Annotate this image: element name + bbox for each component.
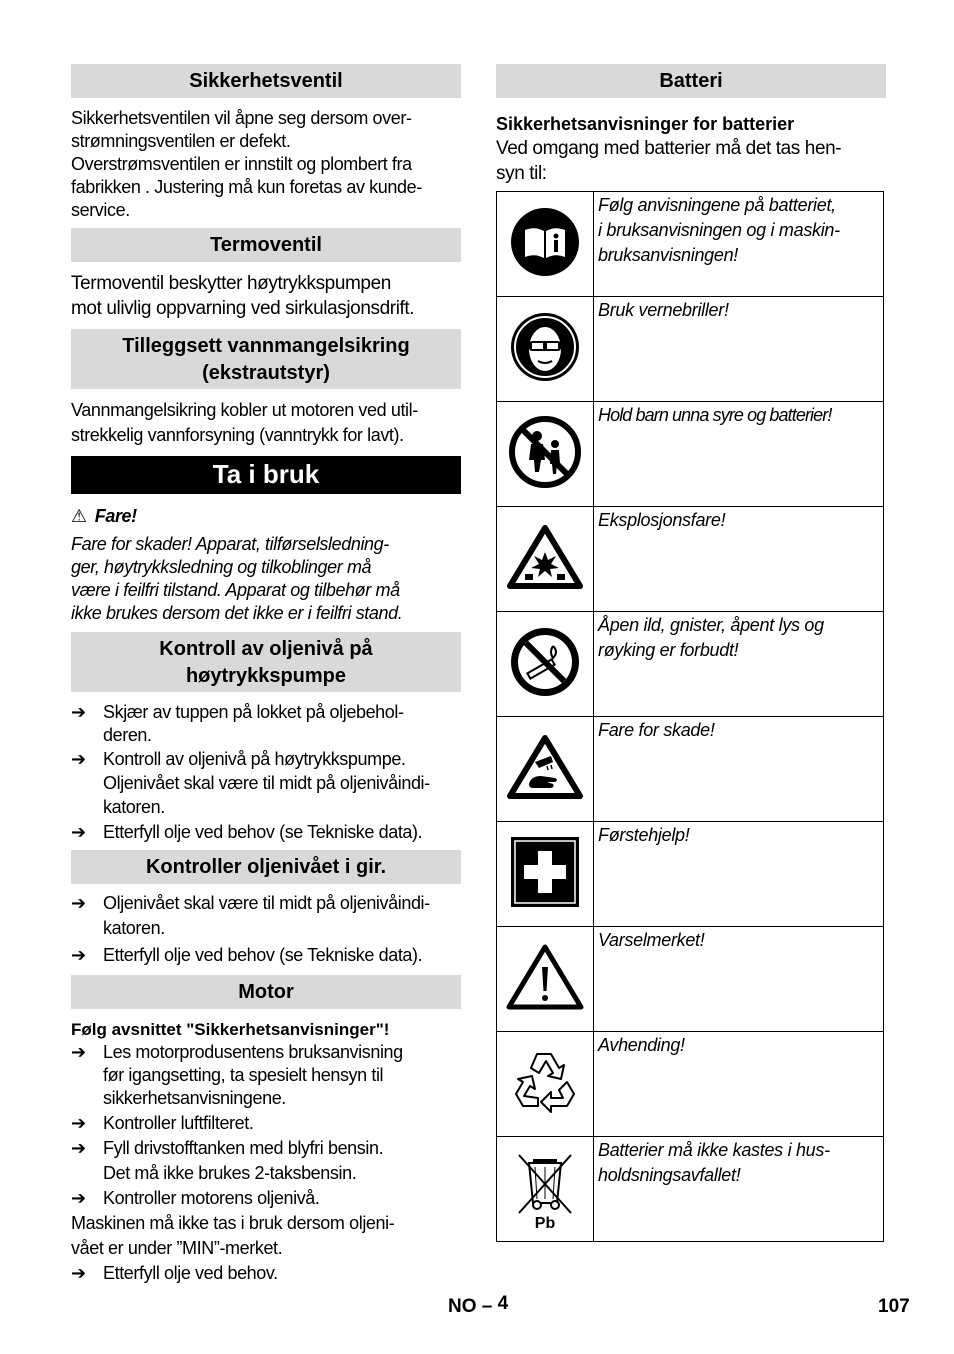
text-line: Oljenivået skal være til midt på oljenivåindi- (103, 893, 430, 913)
no-fire-icon (509, 626, 581, 698)
right-column (496, 64, 886, 1242)
icon-cell (497, 1137, 594, 1242)
text-line: Maskinen må ikke tas i bruk dersom oljeni- (71, 1213, 395, 1233)
text-line: Les motorprodusentens bruksanvisning (103, 1042, 403, 1062)
list-item (71, 1041, 461, 1110)
footer-lang (448, 1293, 509, 1318)
symbol-text (594, 507, 884, 612)
list-item (71, 1110, 461, 1136)
text-line: Fyll drivstofftanken med blyfri bensin. (103, 1138, 384, 1158)
arrow-icon: ➔ (71, 1138, 86, 1158)
goggles-icon (509, 311, 581, 383)
list-item (71, 701, 461, 747)
page-number: 107 (878, 1296, 910, 1317)
text-line: service. (71, 200, 130, 220)
arrow-icon: ➔ (71, 1113, 86, 1133)
left-column (71, 64, 461, 1286)
text-line: Fare for skade! (598, 720, 715, 740)
table-row (497, 402, 884, 507)
heading-line: Tilleggsett vannmangelsikring (122, 335, 410, 357)
symbol-text (594, 927, 884, 1032)
symbol-text (594, 192, 884, 297)
text-line: ger, høytrykksledning og tilkoblinger må (71, 557, 372, 577)
text-line: Det må ikke brukes 2-taksbensin. (103, 1163, 357, 1183)
text-line: Fare for skader! Apparat, tilførselsledning- (71, 534, 389, 554)
arrow-icon: ➔ (71, 749, 86, 769)
text-line: Førstehjelp! (598, 825, 690, 845)
arrow-icon: ➔ (71, 702, 86, 722)
warning-triangle-icon: ⚠ (71, 506, 87, 526)
text-line: strømningsventilen er defekt. (71, 131, 291, 151)
arrow-icon: ➔ (71, 822, 86, 842)
text-line: røyking er forbudt! (598, 640, 739, 660)
text-line: Kontroll av oljenivå på høytrykkspumpe. (103, 749, 406, 769)
battery-subheading: Sikkerhetsanvisninger for batterier (496, 114, 795, 134)
heading-sikkerhetsventil: Sikkerhetsventil (71, 64, 461, 98)
heading-kontroller-gir: Kontroller oljenivået i gir. (71, 850, 461, 884)
list-item (71, 891, 461, 941)
section-title-ta-i-bruk: Ta i bruk (71, 456, 461, 494)
footer-dash: – (481, 1296, 493, 1317)
text-line: ikke brukes dersom det ikke er i feilfri stand. (71, 603, 403, 623)
symbol-text (594, 822, 884, 927)
text-line: Varselmerket! (598, 930, 705, 950)
symbol-text (594, 402, 884, 507)
table-row (497, 1137, 884, 1242)
text-line: Vannmangelsikring kobler ut motoren ved util- (71, 400, 418, 420)
heading-line: Kontroll av oljenivå på (159, 638, 373, 660)
explosion-icon (507, 524, 583, 590)
text-line: Hold barn unna syre og batterier! (598, 405, 832, 425)
symbol-text (594, 717, 884, 822)
text-line: Termoventil beskytter høytrykkspumpen (71, 273, 391, 294)
fare-label-row (71, 505, 461, 528)
text-line: før igangsetting, ta spesielt hensyn til (103, 1065, 384, 1085)
heading-termoventil: Termoventil (71, 228, 461, 262)
text-line: Sikkerhetsventilen vil åpne seg dersom over- (71, 108, 412, 128)
text-line: Etterfyll olje ved behov (se Tekniske data). (103, 822, 423, 842)
text-line: i bruksanvisningen og i maskin- (598, 220, 840, 240)
text-line: deren. (103, 725, 152, 745)
heading-line: høytrykkspumpe (185, 665, 347, 687)
table-row (497, 297, 884, 402)
icon-cell (497, 822, 594, 927)
fare-label: Fare! (94, 506, 137, 526)
text-line: Etterfyll olje ved behov. (103, 1263, 278, 1283)
list-item (71, 1136, 461, 1186)
motor-safety-note: Følg avsnittet "Sikkerhetsanvisninger"! (71, 1020, 390, 1039)
icon-cell (497, 507, 594, 612)
crossed-bin-icon (513, 1153, 577, 1215)
footer-local-page: 4 (497, 1293, 509, 1314)
text-line: katoren. (103, 918, 165, 938)
table-row (497, 1032, 884, 1137)
icon-cell (497, 1032, 594, 1137)
text-line: Batterier må ikke kastes i hus- (598, 1140, 830, 1160)
table-row (497, 507, 884, 612)
list-item (71, 747, 461, 819)
text-line: Avhending! (598, 1035, 685, 1055)
arrow-icon: ➔ (71, 1263, 86, 1283)
symbol-text (594, 297, 884, 402)
text-line: syn til: (496, 163, 547, 184)
battery-symbols-table (496, 191, 884, 1242)
text-line: bruksanvisningen! (598, 245, 738, 265)
text-line: mot ulivlig oppvarning ved sirkulasjonsdrift. (71, 298, 415, 319)
text-line: fabrikken . Justering må kun foretas av kunde- (71, 177, 422, 197)
text-line: Etterfyll olje ved behov (se Tekniske data). (103, 945, 423, 965)
heading-batteri: Batteri (496, 64, 886, 98)
symbol-text (594, 1032, 884, 1137)
heading-kontroll-oljeniva (71, 632, 461, 692)
icon-cell (497, 717, 594, 822)
text-line: Overstrømsventilen er innstilt og plombert fra (71, 154, 412, 174)
no-children-icon (507, 414, 583, 490)
warning-icon (505, 941, 585, 1013)
text-line: katoren. (103, 797, 165, 817)
text-line: Følg anvisningene på batteriet, (598, 195, 836, 215)
text-line: Skjær av tuppen på lokket på oljebehol- (103, 702, 404, 722)
arrow-icon: ➔ (71, 893, 86, 913)
first-aid-icon (510, 836, 580, 908)
icon-cell (497, 402, 594, 507)
text-line: Eksplosjonsfare! (598, 510, 726, 530)
table-row (497, 927, 884, 1032)
symbol-text (594, 1137, 884, 1242)
list-item (71, 819, 461, 845)
list-item (71, 941, 461, 969)
arrow-icon: ➔ (71, 1188, 86, 1208)
icon-cell (497, 192, 594, 297)
text-line: strekkelig vannforsyning (vanntrykk for lavt). (71, 425, 404, 445)
table-row (497, 612, 884, 717)
text-line: være i feilfri tilstand. Apparat og tilbehør må (71, 580, 400, 600)
text-line: vået er under ”MIN”-merket. (71, 1238, 283, 1258)
pb-label: Pb (534, 1215, 556, 1232)
heading-line: (ekstrautstyr) (202, 362, 330, 384)
icon-cell (497, 927, 594, 1032)
text-line: Oljenivået skal være til midt på oljenivåindi- (103, 773, 430, 793)
text-line: Åpen ild, gnister, åpent lys og (598, 615, 824, 635)
text-line: Kontroller luftfilteret. (103, 1113, 254, 1133)
heading-tillegg (71, 329, 461, 389)
recycle-icon (507, 1046, 583, 1118)
text-line: sikkerhetsanvisningene. (103, 1088, 286, 1108)
arrow-icon: ➔ (71, 945, 86, 965)
arrow-icon: ➔ (71, 1042, 86, 1062)
footer-lang-code: NO (448, 1296, 477, 1317)
list-item (71, 1261, 461, 1286)
text-line: Kontroller motorens oljenivå. (103, 1188, 320, 1208)
text-line: Ved omgang med batterier må det tas hen- (496, 138, 842, 159)
heading-motor: Motor (71, 975, 461, 1009)
table-row (497, 822, 884, 927)
table-row (497, 717, 884, 822)
icon-cell (497, 612, 594, 717)
text-line: Bruk vernebriller! (598, 300, 729, 320)
symbol-text (594, 612, 884, 717)
list-item (71, 1186, 461, 1211)
icon-cell (497, 297, 594, 402)
manual-icon (509, 206, 581, 278)
table-row (497, 192, 884, 297)
text-line: holdsningsavfallet! (598, 1165, 741, 1185)
acid-hand-icon (507, 734, 583, 800)
